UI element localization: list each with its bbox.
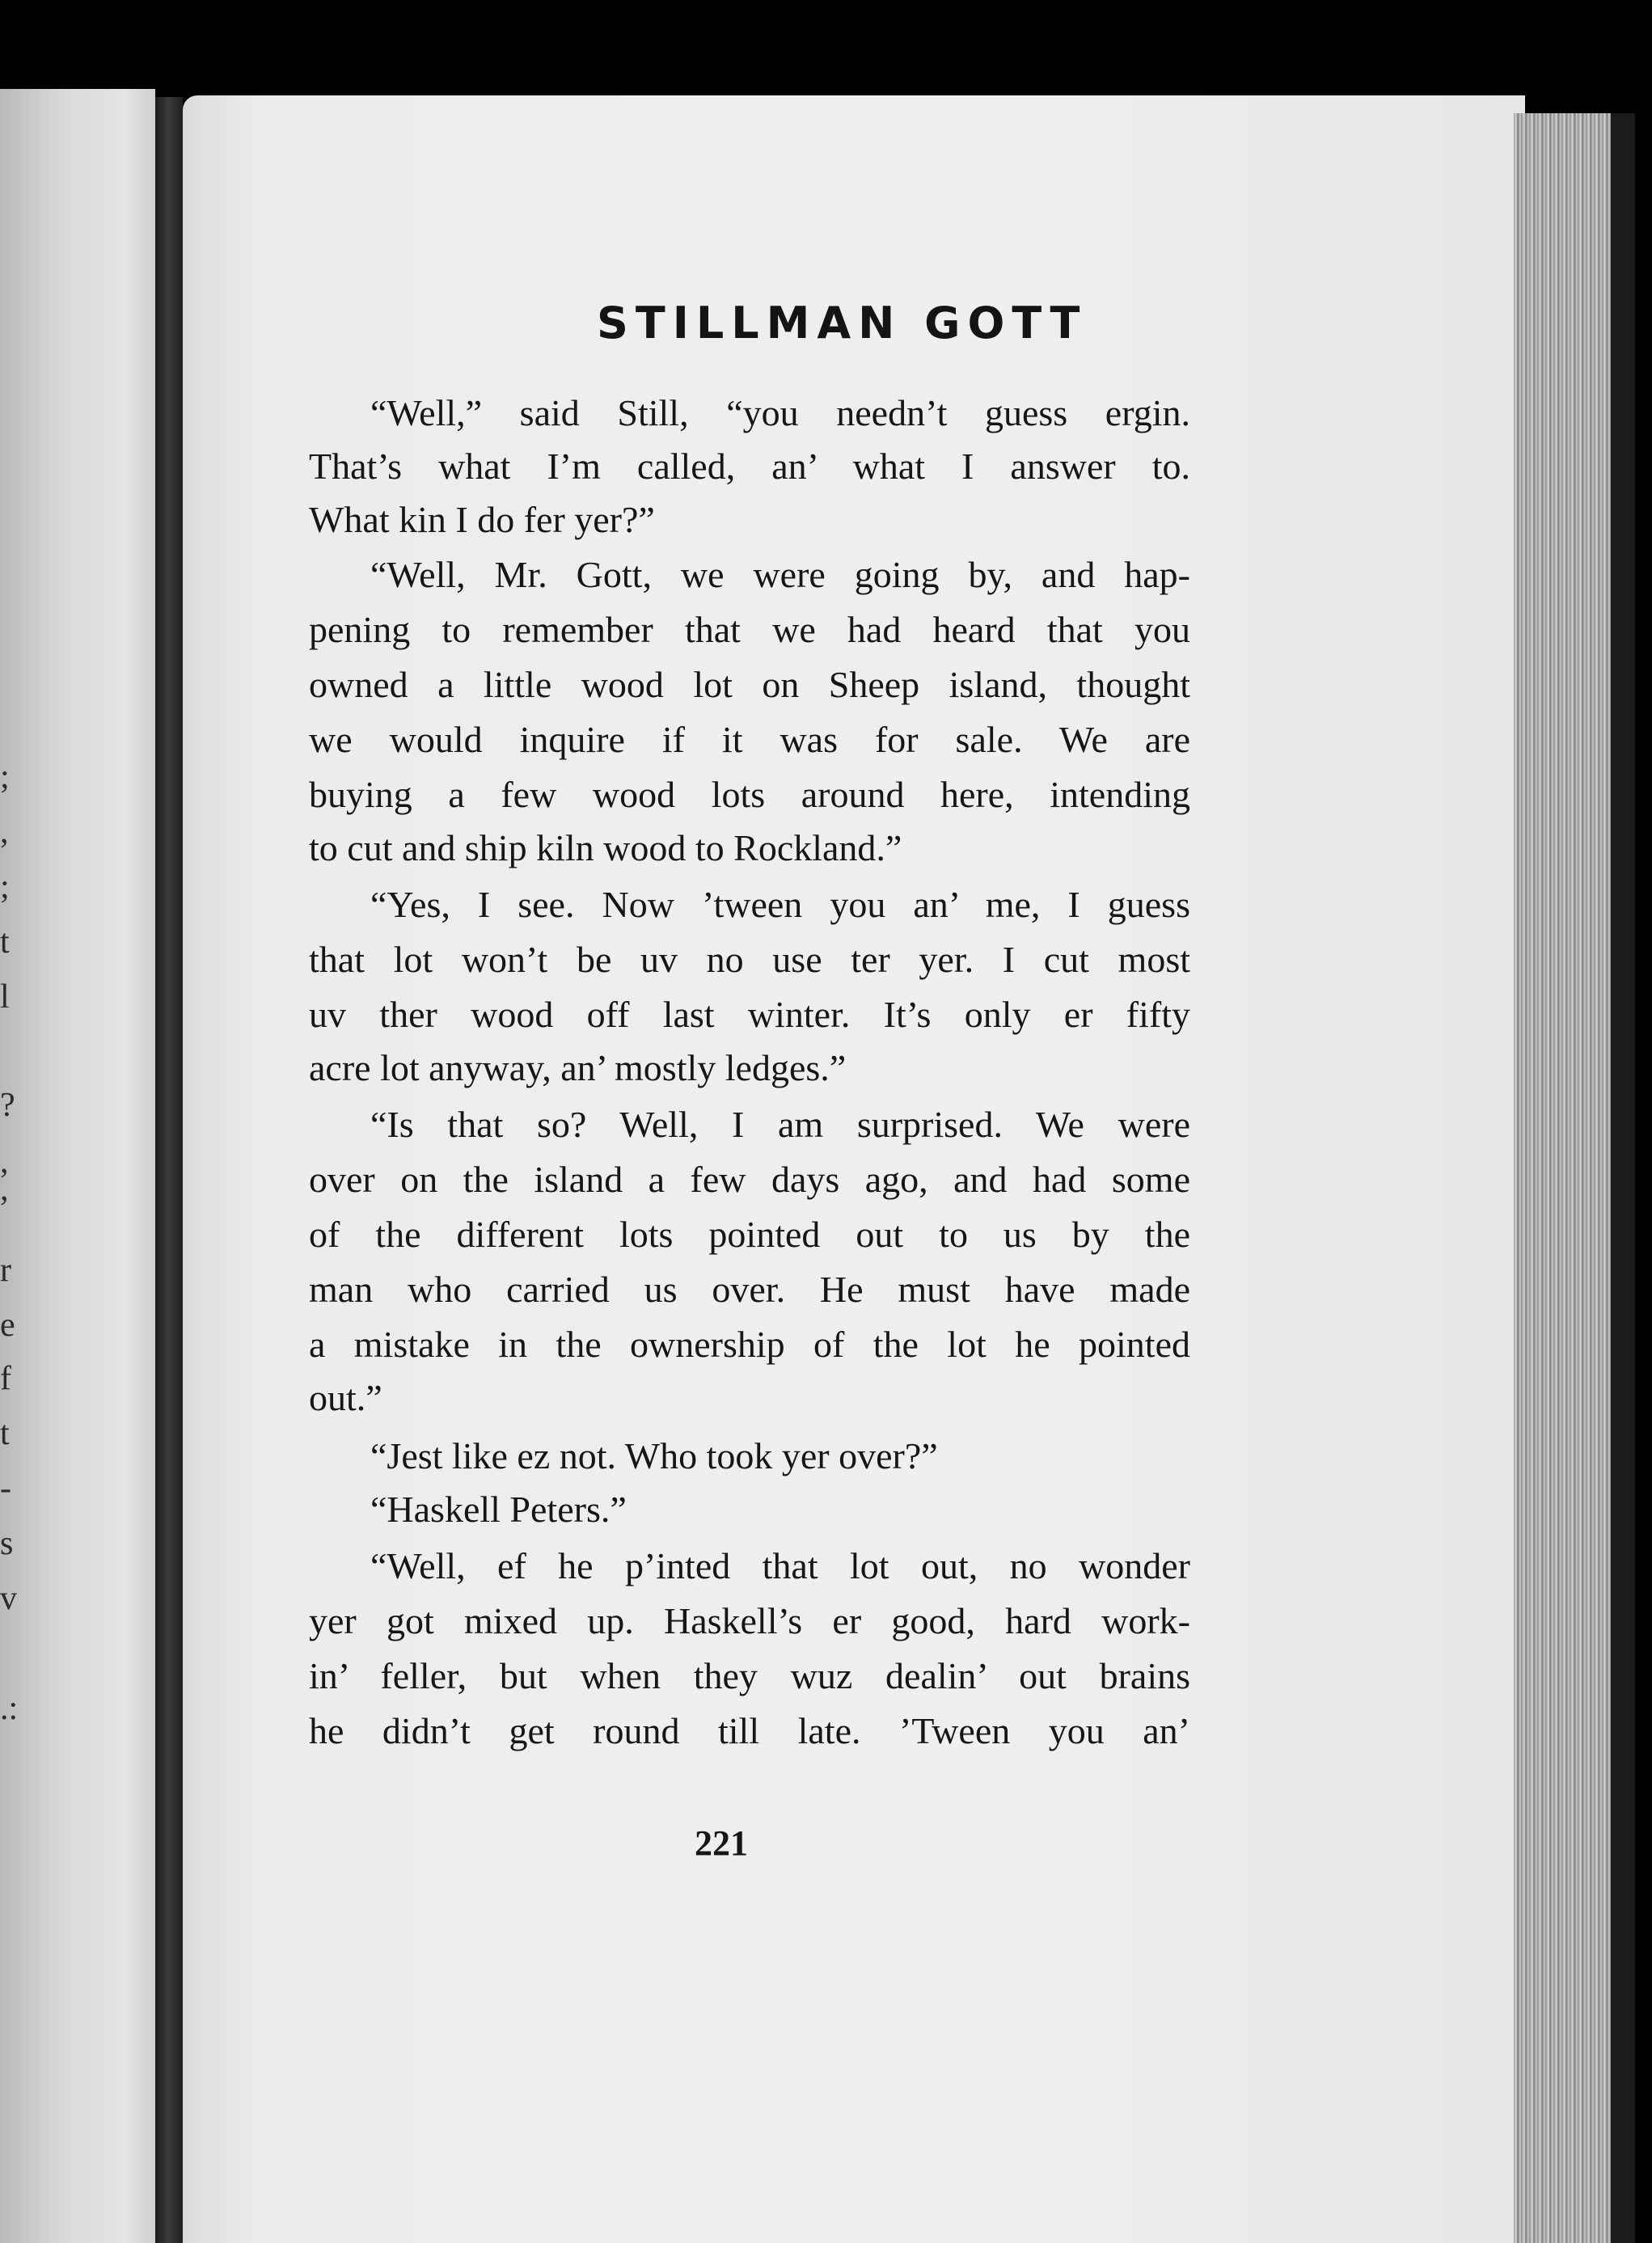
previous-page-fragment: , bbox=[0, 1171, 9, 1208]
previous-page-fragment: t bbox=[0, 923, 10, 961]
text-line: that lot won’t be uv no use ter yer. I cut most bbox=[309, 939, 1190, 980]
page-edge-shadow bbox=[1611, 113, 1635, 2243]
text-line: owned a little wood lot on Sheep island, thought bbox=[309, 664, 1190, 705]
text-line: a mistake in the ownership of the lot he pointed bbox=[309, 1324, 1190, 1365]
text-line: “Haskell Peters.” bbox=[370, 1489, 627, 1530]
previous-page-fragment: .: bbox=[0, 1690, 19, 1727]
text-line: pening to remember that we had heard that you bbox=[309, 609, 1190, 650]
previous-page-fragment: e bbox=[0, 1307, 15, 1344]
previous-page-fragment: - bbox=[0, 1470, 11, 1507]
previous-page-fragment: , bbox=[0, 1143, 9, 1181]
page-edges bbox=[1514, 113, 1611, 2243]
text-line: What kin I do fer yer?” bbox=[309, 499, 655, 540]
previous-page-edge bbox=[0, 89, 155, 2243]
text-line: man who carried us over. He must have made bbox=[309, 1269, 1190, 1310]
previous-page-fragment: v bbox=[0, 1580, 17, 1617]
previous-page-fragment: ? bbox=[0, 1087, 15, 1124]
previous-page-fragment: t bbox=[0, 1415, 10, 1452]
text-line: of the different lots pointed out to us by the bbox=[309, 1214, 1190, 1255]
text-line: buying a few wood lots around here, intending bbox=[309, 774, 1190, 815]
page-number: 221 bbox=[695, 1823, 748, 1863]
text-line: “Well, Mr. Gott, we were going by, and hap- bbox=[370, 554, 1190, 595]
text-line: acre lot anyway, an’ mostly ledges.” bbox=[309, 1047, 847, 1088]
text-line: yer got mixed up. Haskell’s er good, hard work- bbox=[309, 1600, 1190, 1641]
text-line: “Is that so? Well, I am surprised. We were bbox=[370, 1104, 1190, 1145]
text-line: to cut and ship kiln wood to Rockland.” bbox=[309, 827, 902, 868]
text-line: “Well, ef he p’inted that lot out, no wonder bbox=[370, 1545, 1190, 1586]
text-line: over on the island a few days ago, and had some bbox=[309, 1159, 1190, 1200]
previous-page-fragment: r bbox=[0, 1252, 11, 1289]
text-line: That’s what I’m called, an’ what I answer to. bbox=[309, 446, 1190, 487]
previous-page-fragment: f bbox=[0, 1360, 11, 1397]
running-head: STILLMAN GOTT bbox=[597, 298, 1088, 348]
previous-page-fragment: ; bbox=[0, 868, 10, 906]
text-line: we would inquire if it was for sale. We are bbox=[309, 719, 1190, 760]
text-line: out.” bbox=[309, 1377, 382, 1418]
text-line: “Yes, I see. Now ’tween you an’ me, I guess bbox=[370, 884, 1190, 925]
previous-page-fragment: s bbox=[0, 1525, 14, 1562]
binding-gutter bbox=[155, 97, 183, 2243]
text-line: “Jest like ez not. Who took yer over?” bbox=[370, 1435, 938, 1476]
previous-page-fragment: , bbox=[0, 813, 9, 851]
previous-page-fragment: ; bbox=[0, 758, 10, 796]
text-line: “Well,” said Still, “you needn’t guess ergin. bbox=[370, 392, 1190, 433]
text-line: uv ther wood off last winter. It’s only er fifty bbox=[309, 994, 1190, 1035]
previous-page-fragment: l bbox=[0, 978, 10, 1016]
text-line: he didn’t get round till late. ’Tween you an’ bbox=[309, 1710, 1190, 1751]
text-line: in’ feller, but when they wuz dealin’ out brains bbox=[309, 1655, 1190, 1696]
